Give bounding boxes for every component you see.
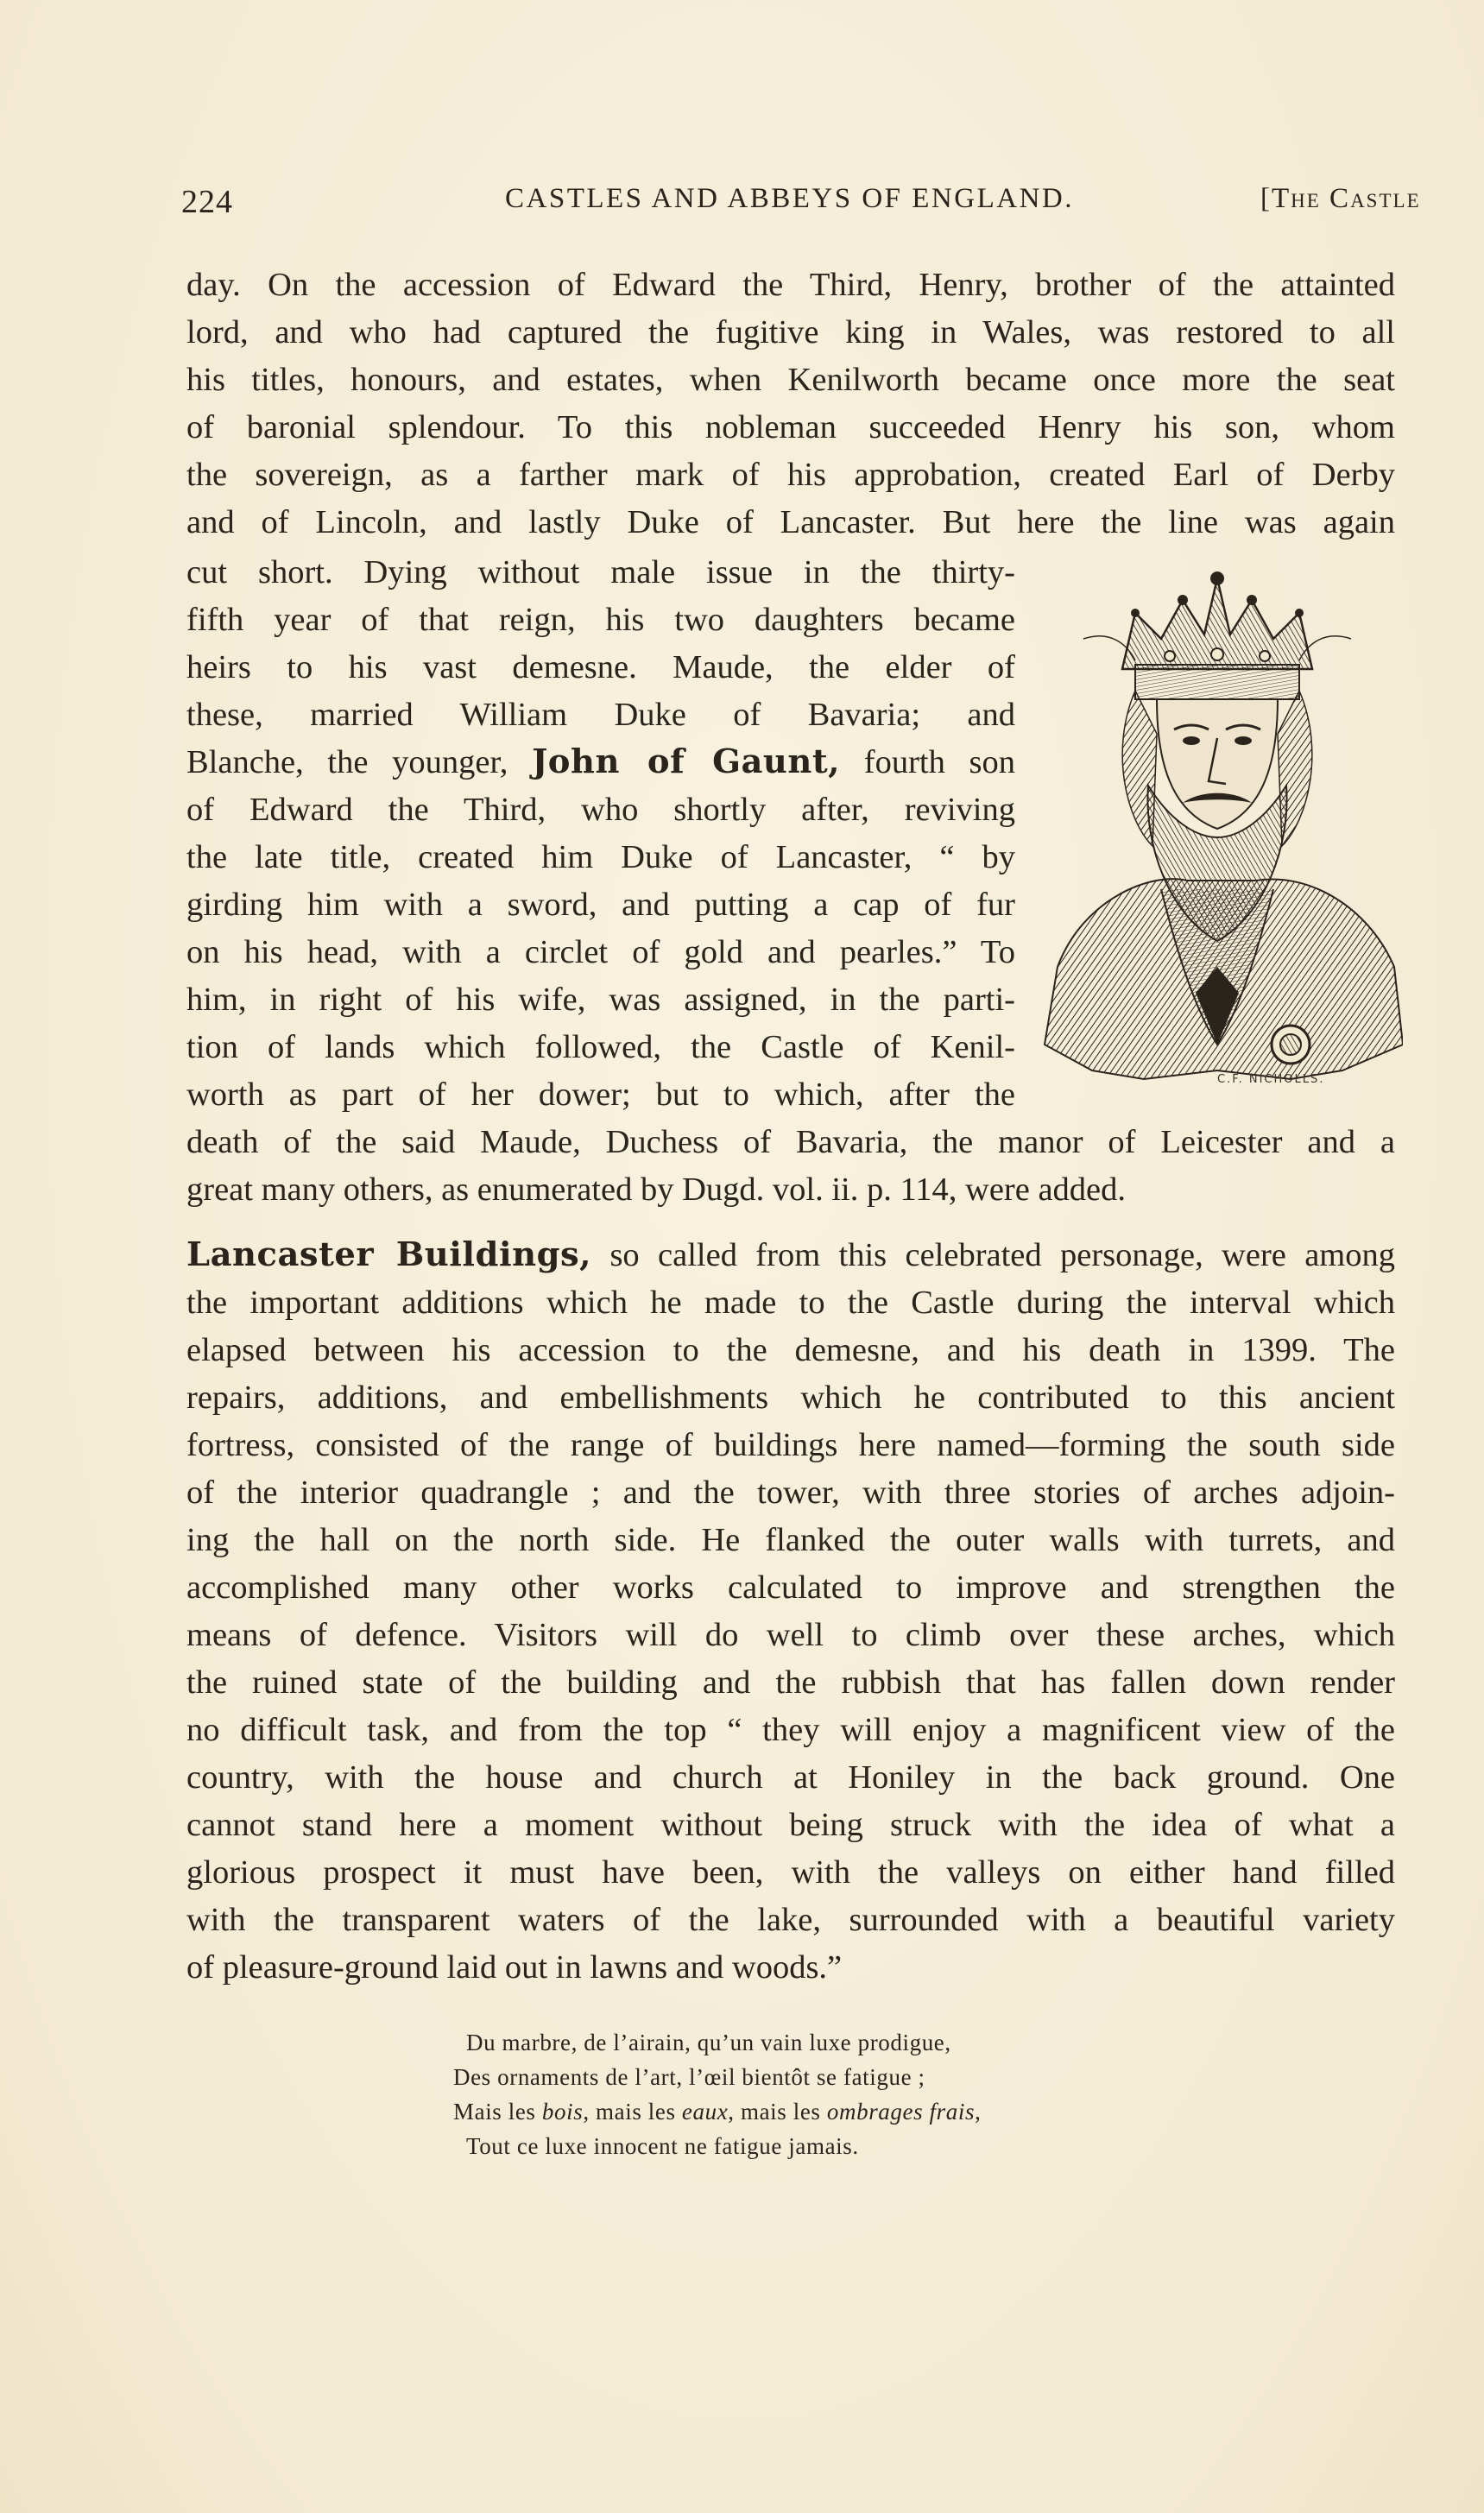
text-line: the important additions which he made to the Castle during the interval which — [186, 1285, 1395, 1321]
text-line: of Edward the Third, who shortly after, reviving — [186, 792, 1015, 828]
text-line: the sovereign, as a farther mark of his approbation, created Earl of Derby — [186, 457, 1395, 493]
text-line: tion of lands which followed, the Castle of Kenil- — [186, 1029, 1015, 1065]
poem-emphasis: eaux — [681, 2099, 729, 2125]
text-line: death of the said Maude, Duchess of Bavaria, the manor of Leicester and a — [186, 1124, 1395, 1160]
poem-line: Tout ce luxe innocent ne fatigue jamais. — [466, 2133, 859, 2159]
text-line: on his head, with a circlet of gold and pearles.” To — [186, 934, 1015, 970]
text-line: cut short. Dying without male issue in the thirty- — [186, 554, 1015, 590]
text-fragment: fourth son — [863, 744, 1015, 780]
text-line: of pleasure-ground laid out in lawns and woods.” — [186, 1949, 843, 1986]
john-of-gaunt-blackletter: John of Gaunt, — [532, 742, 841, 781]
poem-emphasis: ombrages frais — [826, 2099, 976, 2125]
poem-fragment: , mais les — [583, 2099, 682, 2125]
poem-fragment: , — [975, 2099, 982, 2125]
john-of-gaunt-portrait — [1032, 561, 1403, 1096]
text-line: these, married William Duke of Bavaria; and — [186, 697, 1015, 733]
text-line: fifth year of that reign, his two daughters became — [186, 602, 1015, 638]
text-line: great many others, as enumerated by Dugd. vol. ii. p. 114, were added. — [186, 1171, 1127, 1208]
text-line-with-heading — [186, 1234, 1395, 1276]
text-line: heirs to his vast demesne. Maude, the elder of — [186, 649, 1015, 685]
poem-line: Des ornaments de l’art, l’œil bientôt se fatigue ; — [453, 2064, 925, 2090]
poem-fragment: Mais les — [453, 2099, 542, 2125]
text-line: means of defence. Visitors will do well to climb over these arches, which — [186, 1617, 1395, 1653]
text-line: him, in right of his wife, was assigned, in the parti- — [186, 982, 1015, 1018]
poem-line: Du marbre, de l’airain, qu’un vain luxe prodigue, — [466, 2030, 951, 2055]
text-line: no difficult task, and from the top “ they will enjoy a magnificent view of the — [186, 1712, 1395, 1748]
text-line: elapsed between his accession to the demesne, and his death in 1399. The — [186, 1332, 1395, 1368]
text-line: day. On the accession of Edward the Third, Henry, brother of the attainted — [186, 267, 1395, 303]
text-fragment: Blanche, the younger, — [186, 744, 508, 780]
lancaster-buildings-heading: Lancaster Buildings, — [186, 1235, 592, 1274]
running-header — [181, 178, 1421, 221]
text-line: ing the hall on the north side. He flanked the outer walls with turrets, and — [186, 1522, 1395, 1558]
text-line: with the transparent waters of the lake, surrounded with a beautiful variety — [186, 1902, 1395, 1938]
text-line: girding him with a sword, and putting a cap of fur — [186, 887, 1015, 923]
text-line: his titles, honours, and estates, when Kenilworth became once more the seat — [186, 362, 1395, 398]
poem-emphasis: bois — [541, 2099, 584, 2125]
text-line: of baronial splendour. To this nobleman succeeded Henry his son, whom — [186, 409, 1395, 445]
text-line: the ruined state of the building and the rubbish that has fallen down render — [186, 1664, 1395, 1701]
poem-line — [453, 2096, 981, 2127]
section-title: [The Castle — [1260, 183, 1421, 214]
text-line: fortress, consisted of the range of buildings here named—forming the south side — [186, 1427, 1395, 1463]
page-number: 224 — [181, 184, 233, 220]
text-line: accomplished many other works calculated to improve and strengthen the — [186, 1569, 1395, 1606]
text-line: and of Lincoln, and lastly Duke of Lancaster. But here the line was again — [186, 504, 1395, 540]
text-line: glorious prospect it must have been, with the valleys on either hand filled — [186, 1854, 1395, 1891]
book-title: CASTLES AND ABBEYS OF ENGLAND. — [505, 183, 1074, 214]
text-line: of the interior quadrangle ; and the tower, with three stories of arches adjoin- — [186, 1474, 1395, 1511]
text-line: country, with the house and church at Honiley in the back ground. One — [186, 1759, 1395, 1796]
text-line: cannot stand here a moment without being struck with the idea of what a — [186, 1807, 1395, 1843]
engraver-signature: C.F. NICHOLLS. — [1217, 1073, 1325, 1086]
text-line: repairs, additions, and embellishments which he contributed to this ancient — [186, 1380, 1395, 1416]
text-line: worth as part of her dower; but to which, after the — [186, 1077, 1015, 1113]
poem-fragment: , mais les — [728, 2099, 827, 2125]
text-line-with-name — [186, 742, 1015, 783]
text-line: the late title, created him Duke of Lancaster, “ by — [186, 839, 1015, 875]
text-line: lord, and who had captured the fugitive king in Wales, was restored to all — [186, 314, 1395, 350]
text-fragment: so called from this celebrated personage, were among — [609, 1237, 1395, 1273]
